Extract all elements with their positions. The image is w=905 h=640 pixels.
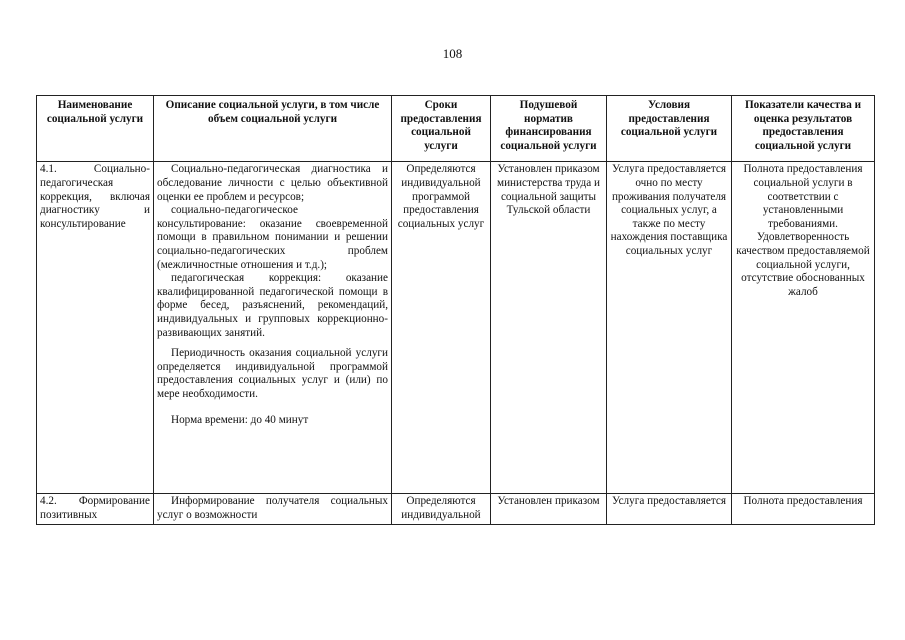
quality-cell	[732, 162, 875, 494]
description-paragraph: Социально-педагогическая диагностика и обследование личности с целью объективной оценки ее проблем и ресурсов;	[157, 163, 388, 203]
header-description: Описание социальной услуги, в том числе объем социальной услуги	[154, 96, 392, 162]
header-quality: Показатели качества и оценка результатов предоставления социальной услуги	[732, 96, 875, 162]
page-number: 108	[442, 46, 463, 61]
table-row	[37, 494, 875, 524]
norm-cell: Установлен приказом министерства труда и социальной защиты Тульской области	[491, 162, 607, 494]
header-norm: Подушевой норматив финансирования социальной услуги	[491, 96, 607, 162]
service-name-cell: 4.2. Формирование позитивных	[37, 494, 154, 524]
quality-item: Полнота предоставления социальной услуги в соответствии с установленными требованиями.	[743, 163, 863, 230]
header-service-name: Наименование социальной услуги	[37, 96, 154, 162]
norm-cell: Установлен приказом	[491, 494, 607, 524]
service-description-cell	[154, 494, 392, 524]
service-description-cell	[154, 162, 392, 494]
quality-item: Полнота предоставления	[743, 495, 863, 508]
table-header-row	[37, 96, 875, 162]
service-name-cell: 4.1. Социально-педагогическая коррекция, включая диагностику и консультирование	[37, 162, 154, 494]
description-paragraph: социально-педагогическое консультирование: оказание своевременной помощи в правильном понимании и решении социально-педагогических проблем (межличностные отношения и т.д.);	[157, 204, 388, 271]
services-table	[36, 95, 875, 525]
time-norm: Норма времени: до 40 минут	[171, 414, 309, 427]
description-paragraph: педагогическая коррекция: оказание квалифицированной педагогической помощи в форме бесед, разъяснений, рекомендаций, индивидуальных и групповых коррекционно-развивающих занятий.	[157, 272, 388, 339]
description-paragraph: Информирование получателя социальных услуг о возможности	[157, 495, 388, 521]
conditions-cell: Услуга предоставляется очно по месту проживания получателя социальных услуг, а также по месту нахождения поставщика социальных услуг	[607, 162, 732, 494]
terms-cell: Определяются индивидуальной	[392, 494, 491, 524]
description-paragraph: Периодичность оказания социальной услуги определяется индивидуальной программой предоставления социальных услуг и (или) по мере необходимости.	[157, 347, 388, 400]
quality-item: Удовлетворенность качеством предоставляемой социальной услуги, отсутствие обоснованных жалоб	[736, 231, 870, 298]
table-row	[37, 162, 875, 494]
header-conditions: Условия предоставления социальной услуги	[607, 96, 732, 162]
quality-cell	[732, 494, 875, 524]
terms-cell: Определяются индивидуальной программой предоставления социальных услуг	[392, 162, 491, 494]
header-terms: Сроки предоставления социальной услуги	[392, 96, 491, 162]
conditions-cell: Услуга предоставляется	[607, 494, 732, 524]
